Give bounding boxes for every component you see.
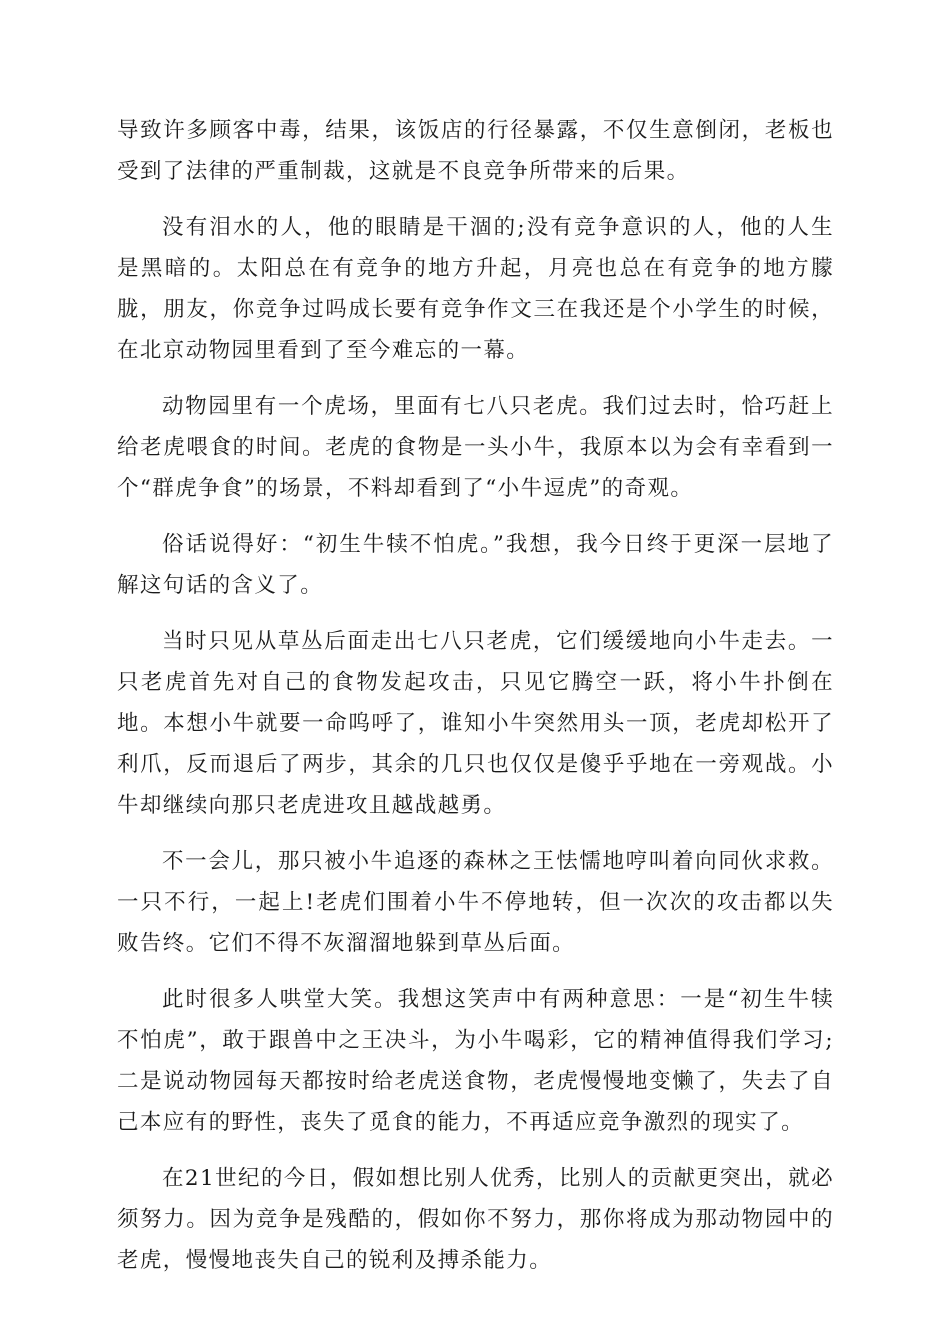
paragraph: 动物园里有一个虎场，里面有七八只老虎。我们过去时，恰巧赶上给老虎喂食的时间。老虎的食物是一头小牛，我原本以为会有幸看到一个“群虎争食”的场景，不料却看到了“小牛逗虎”的奇观。: [117, 394, 834, 501]
paragraph: 没有泪水的人，他的眼睛是干涸的;没有竞争意识的人，他的人生是黑暗的。太阳总在有竞争的地方升起，月亮也总在有竞争的地方朦胧，朋友，你竞争过吗成长要有竞争作文三在我还是个小学生的时候，在北京动物园里看到了至今难忘的一幕。: [117, 215, 834, 363]
paragraph: 当时只见从草丛后面走出七八只老虎，它们缓缓地向小牛走去。一只老虎首先对自己的食物发起攻击，只见它腾空一跃，将小牛扑倒在地。本想小牛就要一命呜呼了，谁知小牛突然用头一顶，老虎却松开了利爪，反而退后了两步，其余的几只也仅仅是傻乎乎地在一旁观战。小牛却继续向那只老虎进攻且越战越勇。: [117, 629, 834, 818]
paragraph-continuation: 导致许多顾客中毒，结果，该饭店的行径暴露，不仅生意倒闭，老板也受到了法律的严重制裁，这就是不良竞争所带来的后果。: [117, 118, 834, 184]
paragraph: 俗话说得好：“初生牛犊不怕虎。”我想，我今日终于更深一层地了解这句话的含义了。: [117, 532, 834, 598]
paragraph: 在21世纪的今日，假如想比别人优秀，比别人的贡献更突出，就必须努力。因为竞争是残酷的，假如你不努力，那你将成为那动物园中的老虎，慢慢地丧失自己的锐利及搏杀能力。: [117, 1166, 834, 1273]
paragraph: 不一会儿，那只被小牛追逐的森林之王怯懦地哼叫着向同伙求救。一只不行，一起上!老虎们围着小牛不停地转，但一次次的攻击都以失败告终。它们不得不灰溜溜地躲到草丛后面。: [117, 849, 834, 956]
paragraph: 此时很多人哄堂大笑。我想这笑声中有两种意思：一是“初生牛犊不怕虎”，敢于跟兽中之王决斗，为小牛喝彩，它的精神值得我们学习;二是说动物园每天都按时给老虎送食物，老虎慢慢地变懒了，失去了自己本应有的野性，丧失了觅食的能力，不再适应竞争激烈的现实了。: [117, 987, 834, 1135]
document-body: [117, 110, 834, 1296]
